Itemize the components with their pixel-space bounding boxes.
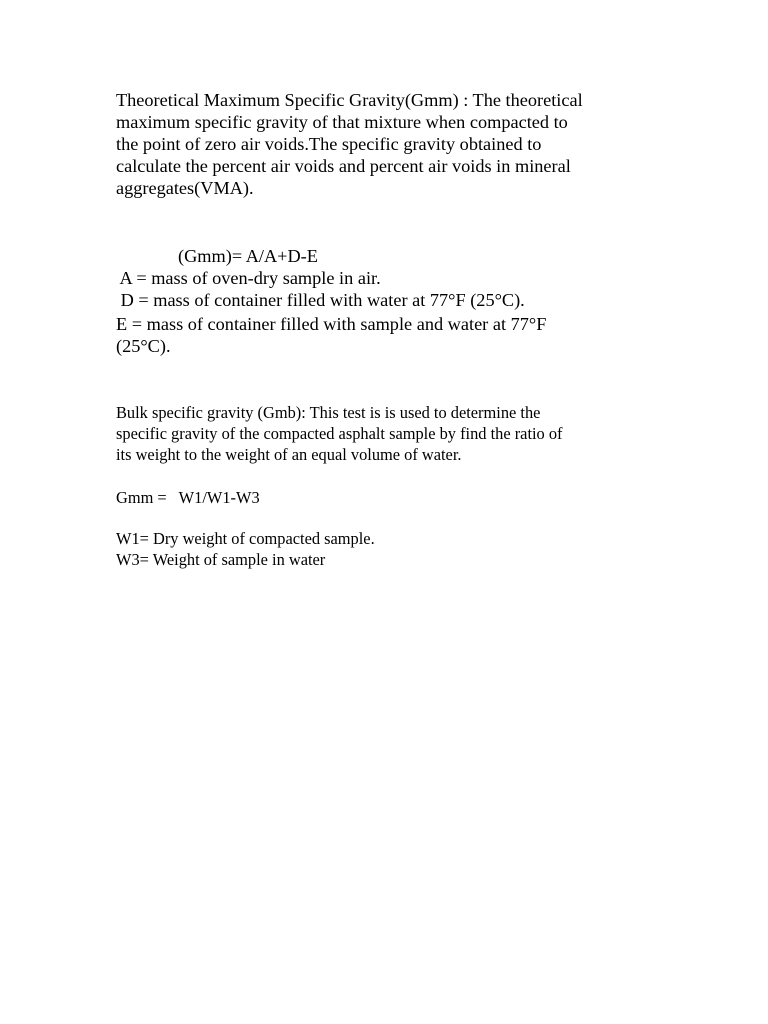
definition-w1: W1= Dry weight of compacted sample.	[116, 529, 375, 548]
gmm-formula: (Gmm)= A/A+D-E	[178, 246, 318, 266]
definition-w3: W3= Weight of sample in water	[116, 550, 326, 569]
gmb-description-paragraph: Bulk specific gravity (Gmb): This test is is used to determine the specific gravity of the compacted asphalt sample by find the ratio of its weight to the weight of an equal volume of water.	[116, 403, 563, 464]
definition-e: E = mass of container filled with sample and water at 77°F (25°C).	[116, 314, 547, 356]
definition-a: A = mass of oven-dry sample in air.	[116, 268, 381, 288]
definition-d: D = mass of container filled with water at 77°F (25°C).	[116, 290, 525, 310]
gmm-description-paragraph: Theoretical Maximum Specific Gravity(Gmm) : The theoretical maximum specific gravity of that mixture when compacted to the point of zero air voids.The specific gravity obtained to calculate the percent air voids and percent air voids in mineral aggregates(VMA).	[116, 90, 583, 198]
gmb-formula: Gmm = W1/W1-W3	[116, 488, 260, 507]
